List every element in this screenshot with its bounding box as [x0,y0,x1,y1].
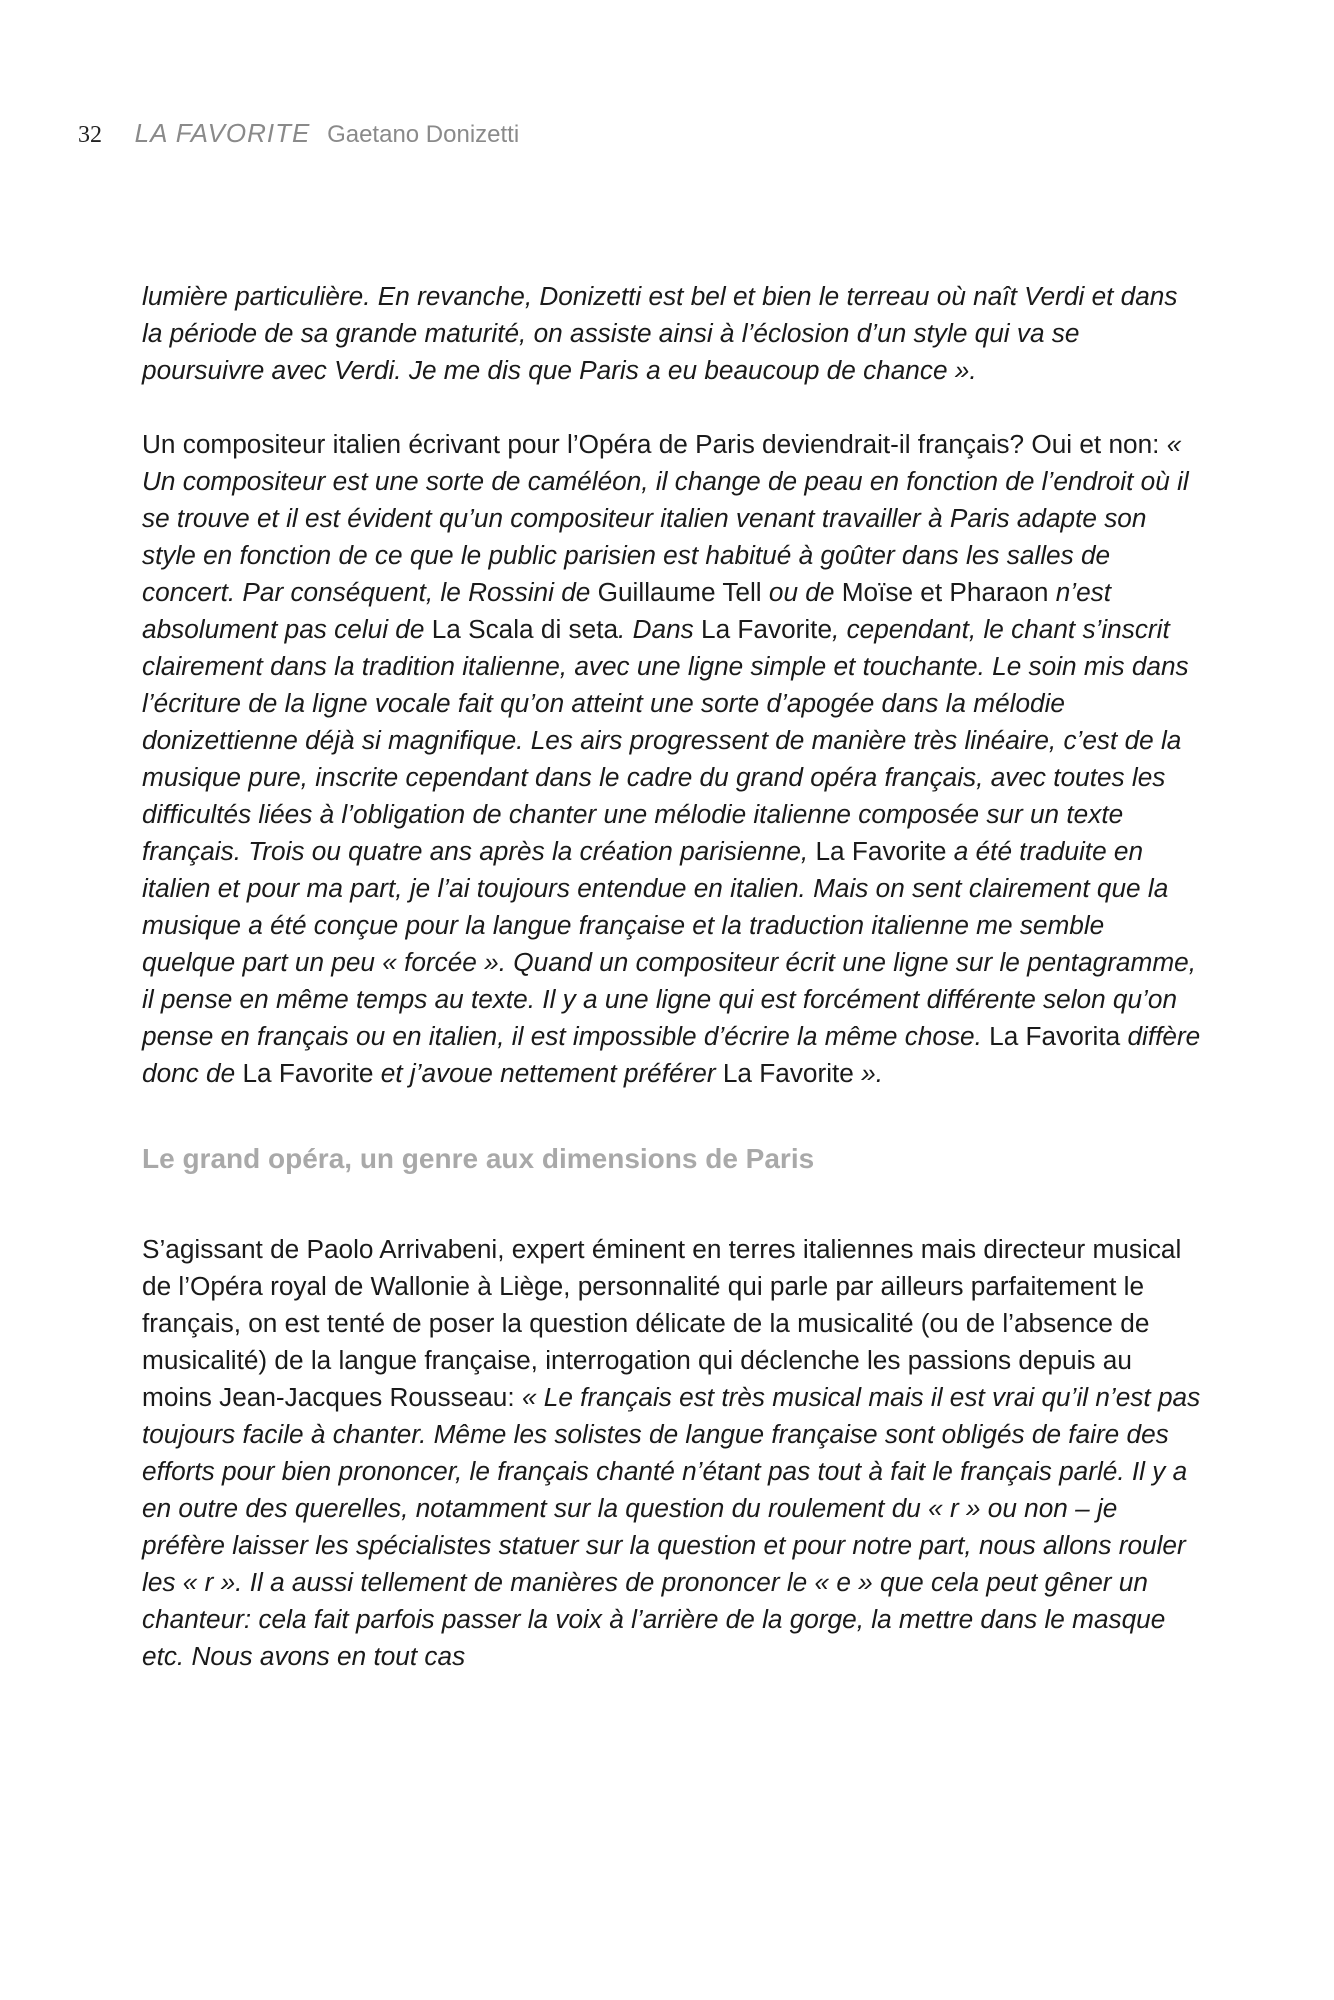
italic-run: a été traduite en italien et pour ma part, je l’ai toujours entendue en italien. Mais on sent clairement que la musique a été conçue pour la langue française et la traduction italienne me semble quelque part un peu « forcée ». Quand un compositeur écrit une ligne sur le pentagramme, il pense en même temps au texte. Il y a une ligne qui est forcément différente selon qu’on pense en français ou en italien, il est impossible d’écrire la même chose. [142,836,1196,1051]
running-author: Gaetano Donizetti [327,121,520,148]
italic-run: , cependant, le chant s’inscrit clairement dans la tradition italienne, avec une ligne simple et touchante. Le soin mis dans l’écriture de la ligne vocale fait qu’on atteint une sorte d’apogée dans la mélodie donizettienne déjà si magnifique. Les airs progressent de manière très linéaire, c’est de la musique pure, inscrite cependant dans le cadre du grand opéra français, avec toutes les difficultés liées à l’obligation de chanter une mélodie italienne composée sur un texte français. Trois ou quatre ans après la création parisienne, [142,614,1189,866]
text-run: La Favorite [242,1058,374,1088]
text-run: Un compositeur italien écrivant pour l’Opéra de Paris deviendrait-il français? Oui et non: [142,429,1167,459]
italic-run: diffère donc de [142,1021,1201,1088]
text-run: Guillaume Tell [597,577,762,607]
italic-run: ». [853,1058,883,1088]
text-run: La Favorite [815,836,947,866]
running-header [78,118,519,149]
paragraph [142,278,1202,389]
italic-run: n’est absolument pas celui de [142,577,1112,644]
text-run: La Favorite [701,614,833,644]
section-heading: Le grand opéra, un genre aux dimensions de Paris [142,1143,815,1174]
text-run: Moïse et Pharaon [841,577,1049,607]
text-run: La Favorite [722,1058,854,1088]
text-run: La Favorita [989,1021,1121,1051]
italic-run: « Le français est très musical mais il est vrai qu’il n’est pas toujours facile à chanter. Même les solistes de langue française sont obligés de faire des efforts pour bien prononcer, le français chanté n’étant pas tout à fait le français parlé. Il y a en outre des querelles, notamment sur la question du roulement du « r » ou non – je préfère laisser les spécialistes statuer sur la question et pour notre part, nous allons rouler les « r ». Il a aussi tellement de manières de prononcer le « e » que cela peut gêner un chanteur: cela fait parfois passer la voix à l’arrière de la gorge, la mettre dans le masque etc. Nous avons en tout cas [142,1382,1201,1671]
paragraph [142,1231,1202,1675]
italic-run: et j’avoue nettement préférer [373,1058,723,1088]
text-run: S’agissant de Paolo Arrivabeni, expert éminent en terres italiennes mais directeur musical de l’Opéra royal de Wallonie à Liège, personnalité qui parle par ailleurs parfaitement le français, on est tenté de poser la question délicate de la musicalité (ou de l’absence de musicalité) de la langue française, interrogation qui déclenche les passions depuis au moins Jean-Jacques Rousseau: [142,1234,1182,1412]
italic-run: . Dans [618,614,702,644]
italic-run: « Un compositeur est une sorte de caméléon, il change de peau en fonction de l’endroit où il se trouve et il est évident qu’un compositeur italien venant travailler à Paris adapte son style en fonction de ce que le public parisien est habitué à goûter dans les salles de concert. Par conséquent, le Rossini de [142,429,1189,607]
italic-run: ou de [761,577,842,607]
italic-run: lumière particulière. En revanche, Donizetti est bel et bien le terreau où naît Verdi et dans la période de sa grande maturité, on assiste ainsi à l’éclosion d’un style qui va se poursuivre avec Verdi. Je me dis que Paris a eu beaucoup de chance ». [142,281,1178,385]
paragraph [142,426,1202,1092]
text-run: La Scala di seta [431,614,619,644]
body-text [142,278,1202,1675]
running-title: LA FAVORITE [134,118,311,148]
page-number: 32 [78,122,102,148]
